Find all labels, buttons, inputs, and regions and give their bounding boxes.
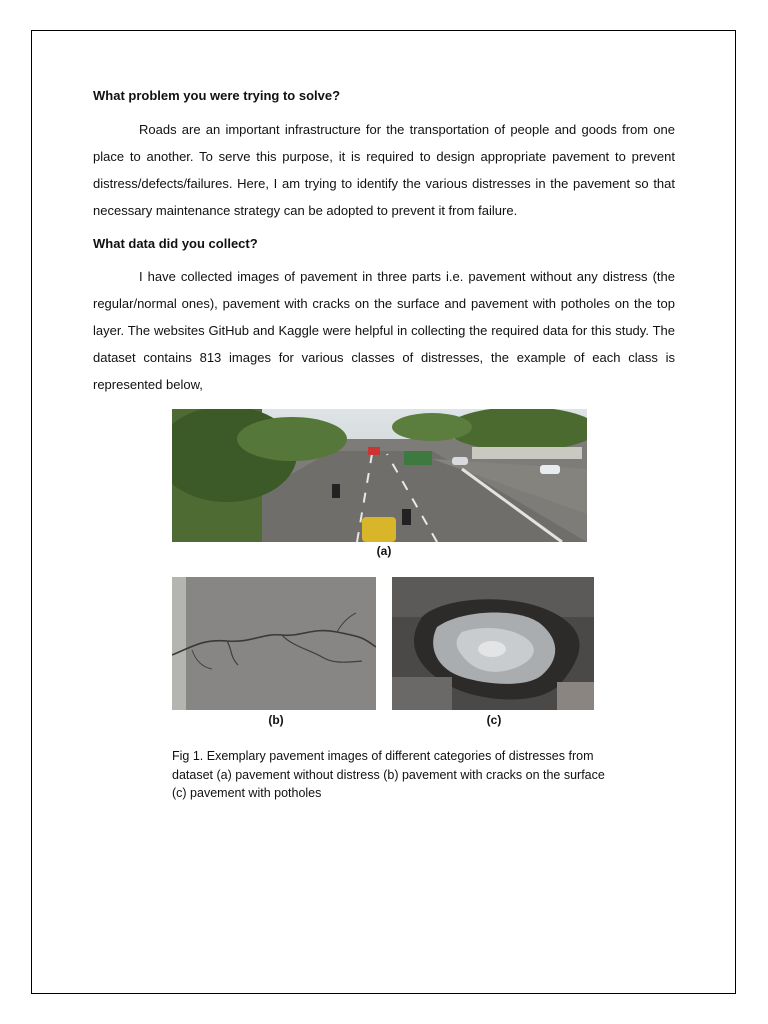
label-a: (a) bbox=[376, 544, 392, 558]
figure-image-pothole bbox=[392, 577, 594, 710]
label-b: (b) bbox=[268, 713, 284, 727]
label-c: (c) bbox=[486, 713, 502, 727]
heading-data: What data did you collect? bbox=[93, 236, 258, 251]
paragraph-problem: Roads are an important infrastructure for the transportation of people and goods from one place to another. To serve this purpose, it is required to design appropriate pavement to prevent distress/defects/failures. Here, I am trying to identify the various distresses in the pavement so that necessary maintenance strategy can be adopted to prevent it from failure. bbox=[93, 122, 675, 218]
figure-image-road bbox=[172, 409, 587, 542]
paragraph-data: I have collected images of pavement in three parts i.e. pavement without any distress (the regular/normal ones), pavement with cracks on the surface and pavement with potholes on the top layer. The websites GitHub and Kaggle were helpful in collecting the required data for this study. The dataset contains 813 images for various classes of distresses, the example of each class is represented below, bbox=[93, 269, 675, 392]
figure-image-cracks bbox=[172, 577, 376, 710]
heading-problem: What problem you were trying to solve? bbox=[93, 88, 341, 103]
figure-caption: Fig 1. Exemplary pavement images of different categories of distresses from dataset (a) pavement without distress (b) pavement with cracks on the surface (c) pavement with potholes bbox=[172, 749, 605, 800]
